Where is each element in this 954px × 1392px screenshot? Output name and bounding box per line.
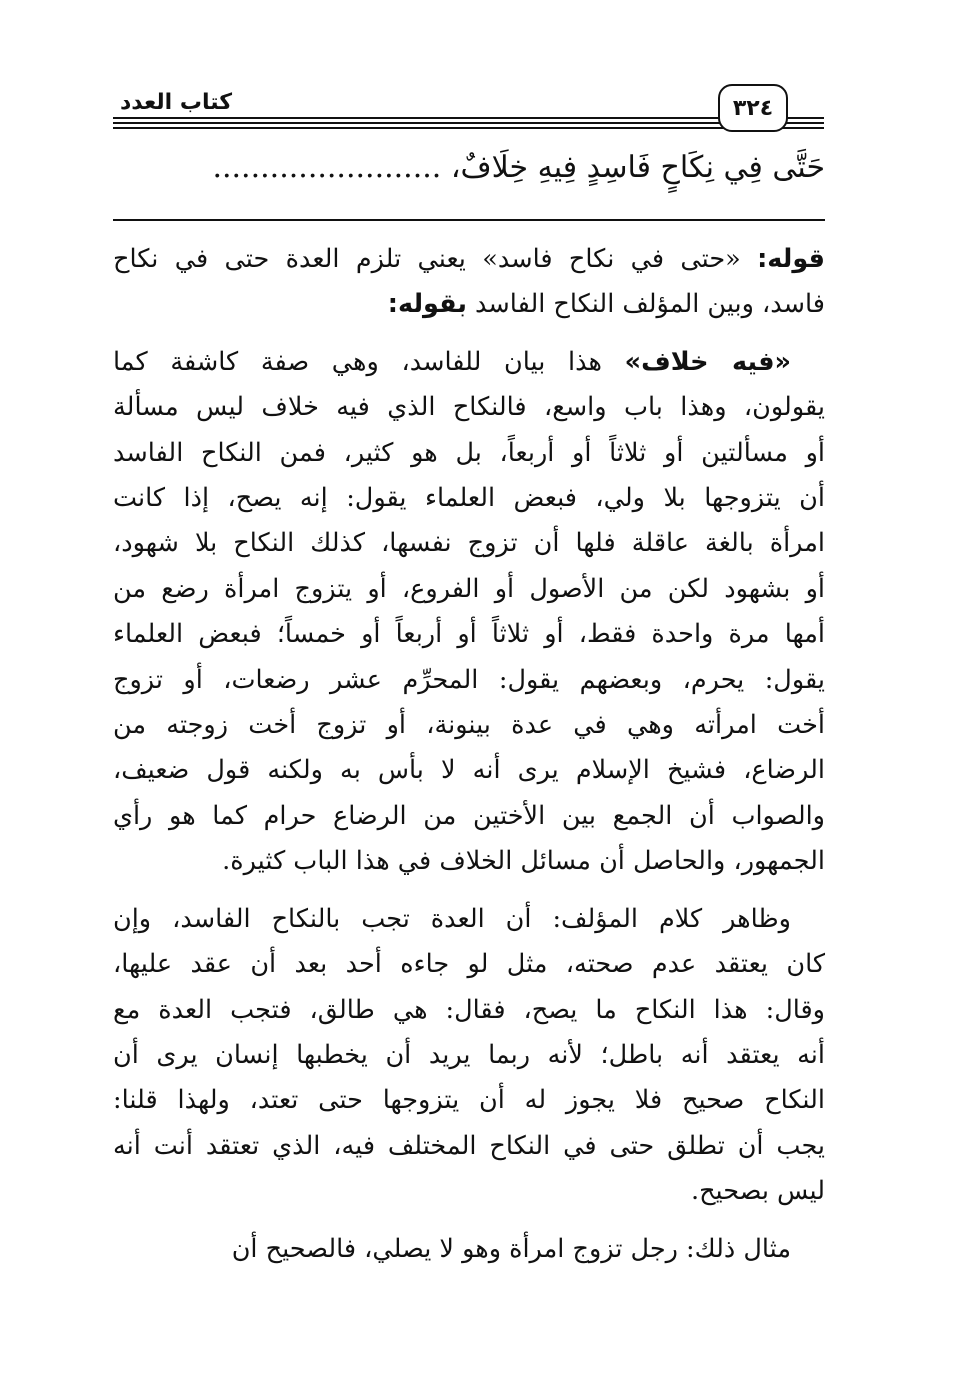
book-title: كتاب العدد — [120, 90, 233, 115]
text-line — [113, 340, 825, 385]
line-text: يقول: يحرم، وبعضهم يقول: المحرِّم عشر رضعات، أو تزوج — [113, 664, 825, 695]
text-line — [113, 385, 825, 430]
text-line — [113, 942, 825, 987]
text-line — [113, 476, 825, 521]
text-line — [113, 1227, 825, 1272]
header-rule-middle — [113, 122, 816, 124]
header-rule-right-top — [790, 117, 824, 119]
text-line — [113, 988, 825, 1033]
text-line — [113, 703, 825, 748]
matn-separator-rule — [113, 219, 825, 221]
page-number: ٣٢٤ — [732, 95, 774, 121]
text-line — [113, 1033, 825, 1078]
matn-dots: ........................ — [212, 150, 442, 185]
paragraph — [113, 897, 825, 1215]
line-text: فاسد، وبين المؤلف النكاح الفاسد — [466, 289, 825, 320]
text-line — [113, 839, 825, 884]
line-text: ليس بصحيح. — [690, 1176, 825, 1207]
text-line — [113, 521, 825, 566]
bold-lead: «فيه خلاف» — [624, 346, 791, 377]
matn-text: حَتَّى فِي نِكَاحٍ فَاسِدٍ فِيهِ خِلَافٌ، — [450, 150, 825, 185]
paragraph — [113, 237, 825, 328]
text-line — [113, 897, 825, 942]
page-number-box — [718, 84, 788, 132]
text-line — [113, 658, 825, 703]
line-text: يجب أن تطلق حتى في النكاح المختلف فيه، الذي تعتقد أنت أنه — [113, 1130, 825, 1161]
paragraph — [113, 340, 825, 885]
line-text: امرأة بالغة عاقلة فلها أن تزوج نفسها، كذلك النكاح بلا شهود، — [113, 528, 825, 559]
bold-lead: قوله: — [757, 244, 825, 274]
line-text: أو بشهود لكن من الأصول أو الفروع، أو يتزوج امرأة رضع من — [113, 573, 825, 604]
line-text: أنه يعتقد أنه باطل؛ لأنه ربما يريد أن يخطبها إنسان يرى أن — [113, 1039, 825, 1070]
line-text: هذا بيان للفاسد، وهي صفة كاشفة كما — [113, 346, 625, 377]
bold-tail: بقوله: — [387, 289, 467, 320]
line-text: وقال: هذا النكاح ما يصح، فقال: هي طالق، فتجب العدة مع — [113, 994, 825, 1025]
line-text: النكاح صحيح فلا يجوز له أن يتزوجها حتى تعتد، ولهذا قلنا: — [113, 1085, 825, 1116]
header-rule-top — [113, 117, 816, 119]
text-line — [113, 1078, 825, 1123]
line-text: أن يتزوجها بلا ولي، فبعض العلماء يقول: إنه يصح، إذا كانت — [113, 483, 825, 514]
matn-line — [113, 150, 825, 185]
line-text: أخت امرأته وهي في عدة بينونة، أو تزوج أخت زوجته من — [113, 710, 825, 741]
text-line — [113, 431, 825, 476]
text-line — [113, 1169, 825, 1214]
text-line — [113, 282, 825, 327]
text-line — [113, 567, 825, 612]
line-text: والصواب أن الجمع بين الأختين من الرضاع حرام كما هو رأي — [113, 800, 825, 831]
line-text: كان يعتقد عدم صحته، مثل لو جاءه أحد بعد أن عقد عليها، — [113, 949, 825, 980]
text-line — [113, 794, 825, 839]
line-text: «حتى في نكاح فاسد» يعني تلزم العدة حتى في نكاح — [113, 244, 758, 274]
line-text: الجمهور، والحاصل أن مسائل الخلاف في هذا الباب كثيرة. — [222, 846, 825, 877]
line-text: الرضاع، فشيخ الإسلام يرى أنه لا بأس به ولكنه قول ضعيف، — [113, 755, 825, 786]
paragraph — [113, 1227, 825, 1272]
text-line — [113, 1124, 825, 1169]
line-text: يقولون، وهذا باب واسع، فالنكاح الذي فيه خلاف ليس مسألة — [113, 392, 825, 423]
text-line — [113, 748, 825, 793]
line-text: أو مسألتين أو ثلاثاً أو أربعاً، بل هو كثير، فمن النكاح الفاسد — [113, 437, 826, 468]
line-text: وظاهر كلام المؤلف: أن العدة تجب بالنكاح الفاسد، وإن — [113, 903, 791, 934]
header-rule-right-bottom — [790, 127, 824, 129]
text-line — [113, 612, 825, 657]
header-rule-bottom — [113, 127, 816, 129]
commentary-body — [113, 237, 825, 1272]
text-line — [113, 237, 825, 282]
header-rule-right-middle — [790, 122, 824, 124]
line-text: مثال ذلك: رجل تزوج امرأة وهو لا يصلي، فالصحيح أن — [231, 1233, 791, 1264]
line-text: أمها مرة واحدة فقط، أو ثلاثاً أو أربعاً أو خمساً؛ فبعض العلماء — [113, 619, 825, 650]
